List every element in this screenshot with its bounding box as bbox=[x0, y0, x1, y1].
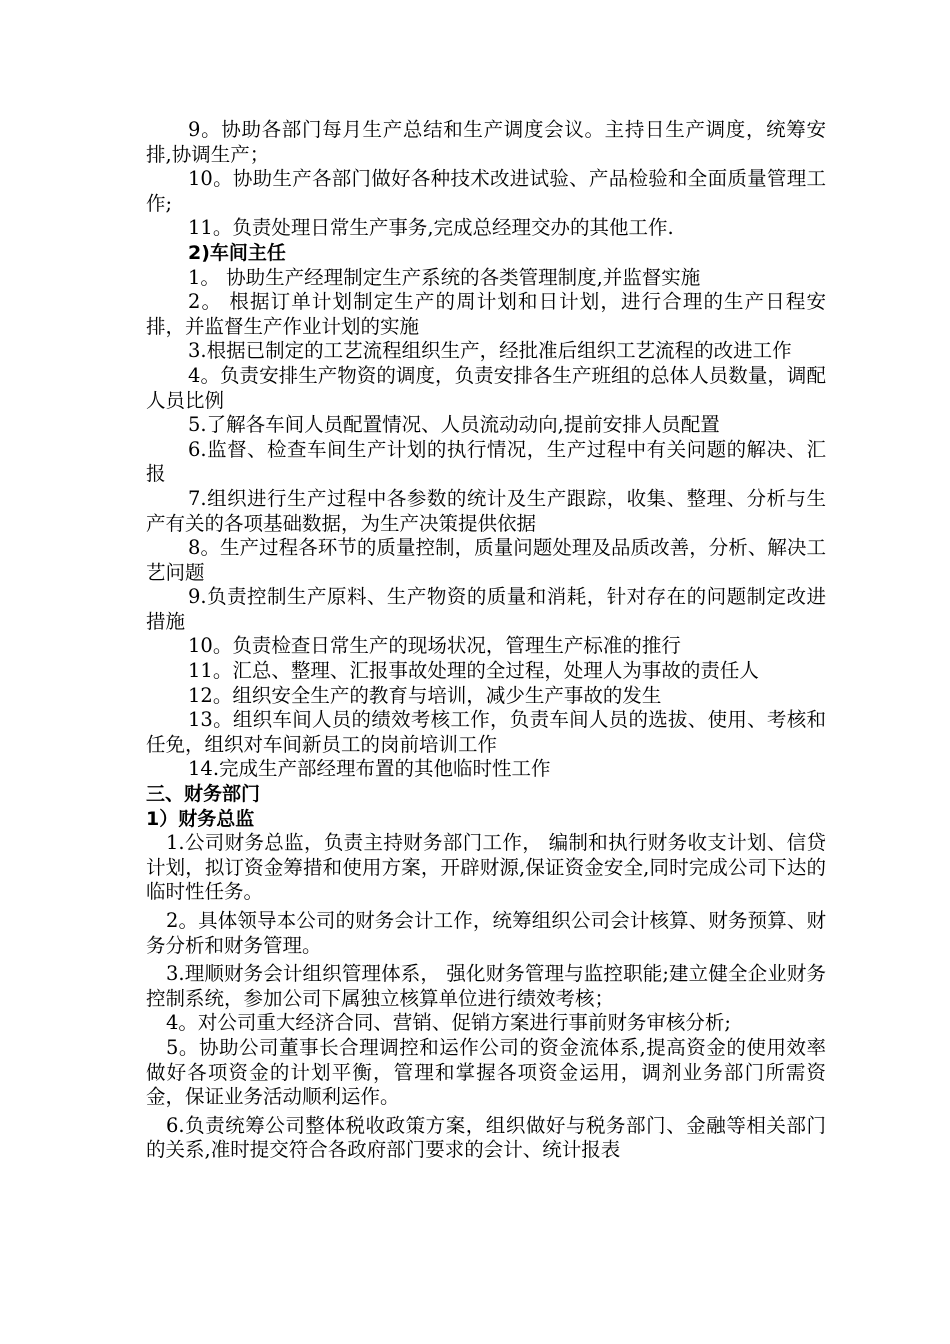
finance-item-6: 6.负责统筹公司整体税收政策方案，组织做好与税务部门、金融等相关部门的关系,准时提交符合各政府部门要求的会计、统计报表 bbox=[146, 1113, 826, 1162]
document-page bbox=[146, 118, 826, 1163]
workshop-item-3: 3.根据已制定的工艺流程组织生产，经批准后组织工艺流程的改进工作 bbox=[188, 339, 792, 363]
workshop-item-7: 7.组织进行生产过程中各参数的统计及生产跟踪，收集、整理、分析与生产有关的各项基础数据，为生产决策提供依据 bbox=[146, 486, 826, 535]
workshop-item-11: 11。汇总、整理、汇报事故处理的全过程，处理人为事故的责任人 bbox=[188, 659, 759, 683]
workshop-item-12: 12。组织安全生产的教育与培训，减少生产事故的发生 bbox=[188, 683, 662, 707]
finance-director-heading: 1）财务总监 bbox=[146, 807, 255, 830]
workshop-item-14: 14.完成生产部经理布置的其他临时性工作 bbox=[188, 757, 551, 781]
workshop-item-8: 8。生产过程各环节的质量控制，质量问题处理及品质改善，分析、解决工艺问题 bbox=[146, 536, 826, 584]
production-item-11: 11。负责处理日常生产事务,完成总经理交办的其他工作. bbox=[188, 216, 674, 240]
finance-item-2: 2。具体领导本公司的财务会计工作，统筹组织公司会计核算、财务预算、财务分析和财务管理。 bbox=[146, 909, 826, 957]
finance-item-5: 5。协助公司董事长合理调控和运作公司的资金流体系,提高资金的使用效率做好各项资金的计划平衡，管理和掌握各项资金运用，调剂业务部门所需资金，保证业务活动顺利运作。 bbox=[146, 1035, 826, 1109]
production-item-9: 9。协助各部门每月生产总结和生产调度会议。主持日生产调度，统筹安排,协调生产； bbox=[146, 118, 826, 166]
workshop-item-2: 2。 根据订单计划制定生产的周计划和日计划，进行合理的生产日程安排，并监督生产作业计划的实施 bbox=[146, 290, 826, 338]
finance-section-heading: 三、财务部门 bbox=[146, 783, 261, 806]
workshop-director-heading: 2)车间主任 bbox=[188, 241, 286, 264]
workshop-item-5: 5.了解各车间人员配置情况、人员流动动向,提前安排人员配置 bbox=[188, 413, 720, 437]
workshop-item-9: 9.负责控制生产原料、生产物资的质量和消耗，针对存在的问题制定改进措施 bbox=[146, 585, 826, 633]
finance-item-1: 1.公司财务总监，负责主持财务部门工作， 编制和执行财务收支计划、信贷计划，拟订资金筹措和使用方案，开辟财源,保证资金安全,同时完成公司下达的临时性任务。 bbox=[146, 831, 826, 904]
finance-item-3: 3.理顺财务会计组织管理体系， 强化财务管理与监控职能;建立健全企业财务控制系统，参加公司下属独立核算单位进行绩效考核； bbox=[146, 962, 826, 1010]
workshop-item-4: 4。负责安排生产物资的调度，负责安排各生产班组的总体人员数量，调配人员比例 bbox=[146, 363, 826, 412]
workshop-item-10: 10。负责检查日常生产的现场状况，管理生产标准的推行 bbox=[188, 634, 681, 658]
production-item-10: 10。协助生产各部门做好各种技术改进试验、产品检验和全面质量管理工作; bbox=[146, 167, 826, 215]
workshop-item-6: 6.监督、检查车间生产计划的执行情况，生产过程中有关问题的解决、汇报 bbox=[146, 437, 826, 486]
workshop-item-13: 13。组织车间人员的绩效考核工作，负责车间人员的选拔、使用、考核和任免，组织对车间新员工的岗前培训工作 bbox=[146, 708, 826, 756]
finance-item-4: 4。对公司重大经济合同、营销、促销方案进行事前财务审核分析; bbox=[166, 1011, 731, 1035]
workshop-item-1: 1。 协助生产经理制定生产系统的各类管理制度,并监督实施 bbox=[188, 265, 701, 289]
